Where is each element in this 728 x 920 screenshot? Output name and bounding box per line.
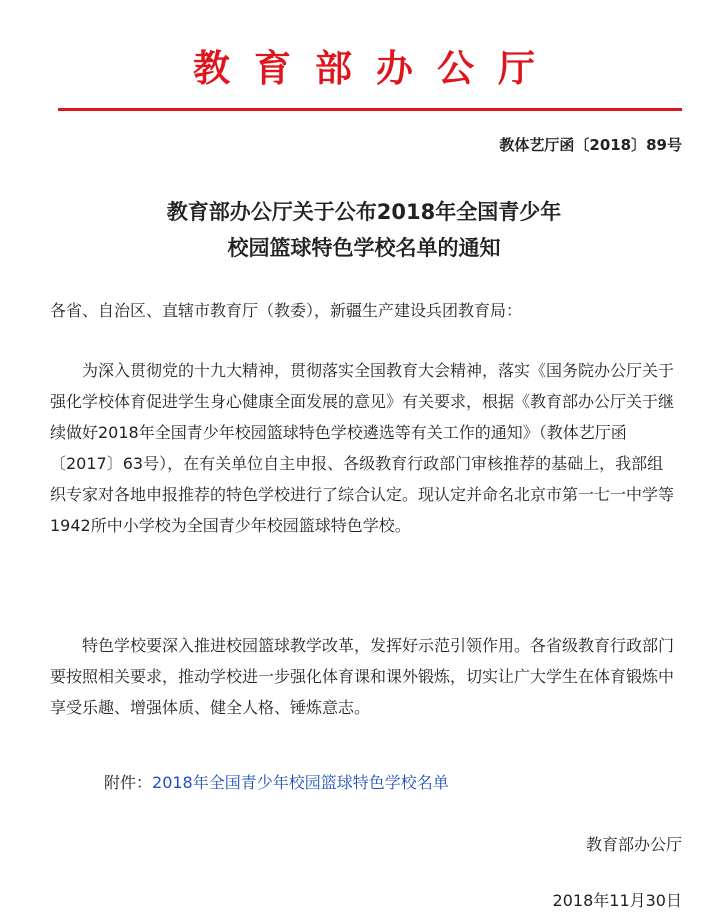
title-line-2: 校园篮球特色学校名单的通知 xyxy=(227,236,501,260)
title-line-1: 教育部办公厅关于公布2018年全国青少年 xyxy=(166,200,562,224)
document-number: 教体艺厅函〔2018〕89号 xyxy=(499,136,682,154)
signature: 教育部办公厅 xyxy=(585,835,682,854)
red-divider-line xyxy=(58,108,682,111)
attachment-label: 附件： xyxy=(104,773,153,792)
salutation: 各省、自治区、直辖市教育厅（教委），新疆生产建设兵团教育局： xyxy=(50,301,523,320)
body-paragraph-1: 为深入贯彻党的十九大精神，贯彻落实全国教育大会精神，落实《国务院办公厅关于强化学校体育促进学生身心健康全面发展的意见》有关要求，根据《教育部办公厅关于继续做好2018年全国青少年校园篮球特色学校遴选等有关工作的通知》（教体艺厅函〔2017〕63号），在有关单位自主申报、各级教育行政部门审核推荐的基础上，我部组织专家对各地申报推荐的特色学校进行了综合认定。现认定并命名北京市第一七一中学等1942所中小学校为全国青少年校园篮球特色学校。 xyxy=(50,361,675,535)
attachment-link[interactable]: 2018年全国青少年校园篮球特色学校名单 xyxy=(152,773,449,792)
issue-date: 2018年11月30日 xyxy=(552,891,682,910)
issuer-header: 教育部办公厅 xyxy=(193,46,559,90)
body-paragraph-2: 特色学校要深入推进校园篮球教学改革，发挥好示范引领作用。各省级教育行政部门要按照相关要求，推动学校进一步强化体育课和课外锻炼，切实让广大学生在体育锻炼中享受乐趣、增强体质、健全人格、锤炼意志。 xyxy=(50,636,675,717)
document-title xyxy=(0,194,728,266)
attachment xyxy=(104,770,449,793)
